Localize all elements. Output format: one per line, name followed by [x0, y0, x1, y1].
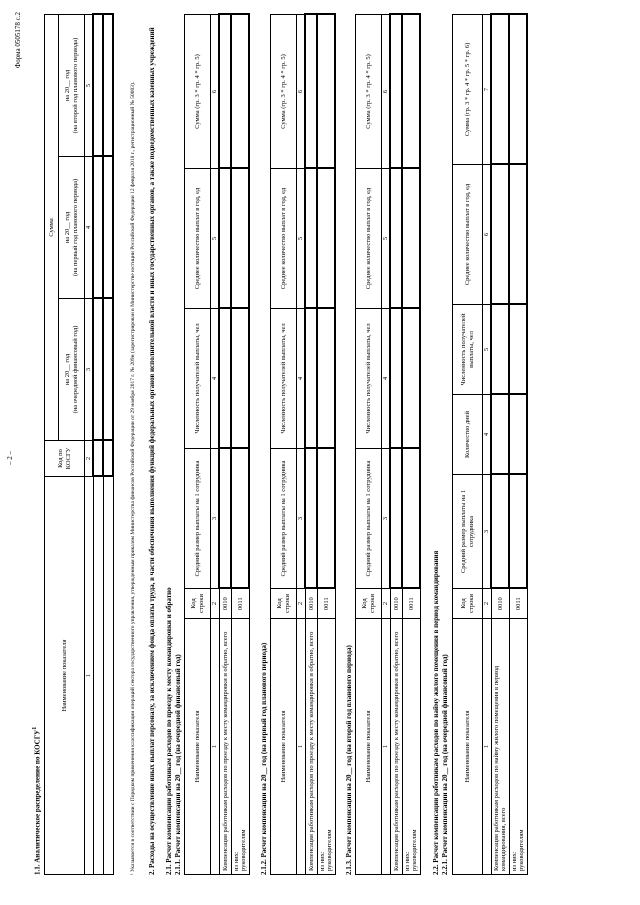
row-code: 0011	[402, 589, 420, 619]
input-cell[interactable]	[509, 475, 527, 589]
input-cell[interactable]	[93, 157, 103, 299]
empty-cell	[93, 477, 103, 875]
row-code: 0010	[219, 589, 231, 619]
input-cell[interactable]	[317, 15, 335, 169]
col-number: 3	[483, 475, 492, 589]
col-number: 1	[382, 619, 391, 875]
header-name: Наименование показателя	[271, 619, 297, 875]
header-code: Код строки	[453, 589, 483, 619]
header-avg-payments-count: Среднее количество выплат в год, ед	[356, 169, 382, 309]
header-code: Код строки	[185, 589, 211, 619]
input-cell[interactable]	[103, 15, 113, 157]
col-number: 4	[382, 309, 391, 449]
header-recipients: Численность получателей выплаты, чел	[185, 309, 211, 449]
input-cell[interactable]	[317, 169, 335, 309]
header-avg-payments-count: Среднее количество выплат в год, ед	[185, 169, 211, 309]
input-cell[interactable]	[402, 309, 420, 449]
col-number: 4	[483, 395, 492, 475]
row-label: из них: руководителям	[231, 619, 249, 875]
input-cell[interactable]	[305, 169, 317, 309]
form-label: Форма 0505178 с.2	[14, 12, 22, 69]
row-label: из них: руководителям	[402, 619, 420, 875]
input-cell[interactable]	[390, 449, 402, 589]
header-code: Код строки	[271, 589, 297, 619]
input-cell[interactable]	[231, 309, 249, 449]
input-cell[interactable]	[219, 169, 231, 309]
col-number: 4	[211, 309, 220, 449]
row-label: Компенсация работникам расходов по проезду к месту командировки и обратно, всего	[219, 619, 231, 875]
row-label: из них: руководителям	[509, 619, 527, 875]
input-cell[interactable]	[103, 157, 113, 299]
section-2-2-title: 2.2. Расчет компенсации работникам расходов по найму жилого помещения в период командирования	[432, 550, 440, 875]
header-sum: Сумма (гр. 3 * гр. 4 * гр. 5)	[356, 15, 382, 169]
col-number: 6	[211, 15, 220, 169]
header-recipients: Численность получателей выплаты, чел	[356, 309, 382, 449]
input-cell[interactable]	[305, 15, 317, 169]
col-number: 6	[382, 15, 391, 169]
input-cell[interactable]	[219, 15, 231, 169]
input-cell[interactable]	[509, 165, 527, 305]
input-cell[interactable]	[317, 309, 335, 449]
page-number: – 2 –	[6, 451, 14, 465]
input-cell[interactable]	[402, 169, 420, 309]
input-cell[interactable]	[390, 169, 402, 309]
row-code: 0011	[231, 589, 249, 619]
table-2-1-1-title: 2.1.1. Расчет компенсации на 20__ год (на очередной финансовый год)	[174, 654, 182, 875]
col-number: 2	[483, 589, 492, 619]
header-code: Код строки	[356, 589, 382, 619]
col-number: 6	[297, 15, 306, 169]
row-code: 0011	[317, 589, 335, 619]
col-number: 3	[382, 449, 391, 589]
header-year-2: на 20__ год (на второй год планового периода)	[59, 15, 85, 157]
header-year-1: на 20__ год (на первый год планового периода)	[59, 157, 85, 299]
table-2-2-1	[452, 14, 528, 876]
header-avg-payment: Средний размер выплаты на 1 сотрудника	[271, 449, 297, 589]
header-name: Наименование показателя	[185, 619, 211, 875]
header-sum: Сумма (гр. 3 * гр. 4 * гр. 5)	[271, 15, 297, 169]
row-label: Компенсация работникам расходов по найму жилого помещения в период командирования, всего	[491, 619, 509, 875]
input-cell[interactable]	[390, 309, 402, 449]
col-number: 4	[297, 309, 306, 449]
table-2-1-1	[184, 14, 250, 876]
col-number: 5	[211, 169, 220, 309]
footnote: ¹ Указывается в соответствии с Порядком применения классификации операций сектора государственного управления, утвержденным приказом Министерства финансов Российской Федерации от 29 ноября 2017 г. № 209н (зарегистрирован в Министерстве юстиции Российской Федерации 12 февраля 2018 г., регистрационный № 50003).	[130, 81, 136, 875]
header-avg-payments-count: Среднее количество выплат в год, ед	[453, 165, 483, 305]
col-number: 3	[297, 449, 306, 589]
row-label: Компенсация работникам расходов по проезду к месту командировки и обратно, всего	[390, 619, 402, 875]
col-number: 4	[85, 157, 94, 299]
header-name: Наименование показателя	[45, 477, 85, 875]
input-cell[interactable]	[390, 15, 402, 169]
table-2-1-3-title: 2.1.3. Расчет компенсации на 20__ год (на второй год планового периода)	[345, 645, 353, 875]
input-cell[interactable]	[305, 449, 317, 589]
header-sum: Сумма	[45, 15, 59, 441]
col-number: 5	[382, 169, 391, 309]
input-cell[interactable]	[509, 395, 527, 475]
input-cell[interactable]	[402, 15, 420, 169]
col-number: 1	[85, 477, 94, 875]
input-cell[interactable]	[103, 299, 113, 441]
input-cell[interactable]	[491, 165, 509, 305]
col-number: 5	[483, 305, 492, 395]
table-1-1	[44, 14, 114, 876]
input-cell[interactable]	[491, 305, 509, 395]
col-number: 7	[483, 15, 492, 165]
col-number: 2	[297, 589, 306, 619]
col-number: 6	[483, 165, 492, 305]
header-sum: Сумма (гр. 3 * гр. 4 * гр. 5)	[185, 15, 211, 169]
input-cell[interactable]	[219, 309, 231, 449]
row-code: 0010	[390, 589, 402, 619]
input-cell[interactable]	[491, 15, 509, 165]
input-cell[interactable]	[93, 299, 103, 441]
input-cell[interactable]	[93, 15, 103, 157]
input-cell[interactable]	[219, 449, 231, 589]
col-number: 2	[211, 589, 220, 619]
header-avg-payment: Средний размер выплаты на 1 сотрудника	[453, 475, 483, 589]
header-avg-payment: Средний размер выплаты на 1 сотрудника	[356, 449, 382, 589]
header-recipients: Численность получателей выплаты, чел	[271, 309, 297, 449]
col-number: 2	[85, 441, 94, 477]
table-2-1-2	[270, 14, 336, 876]
table-2-2-1-title: 2.2.1. Расчет компенсации на 20__ год (на очередной финансовый год)	[441, 654, 449, 875]
header-recipients: Численность получателей выплаты, чел	[453, 305, 483, 395]
col-number: 5	[297, 169, 306, 309]
header-year-0: на 20__ год (на очередной финансовый год)	[59, 299, 85, 441]
input-cell[interactable]	[509, 305, 527, 395]
input-cell[interactable]	[402, 449, 420, 589]
input-cell[interactable]	[317, 449, 335, 589]
input-cell[interactable]	[231, 169, 249, 309]
col-number: 5	[85, 15, 94, 157]
row-label: из них: руководителям	[317, 619, 335, 875]
row-code: 0010	[305, 589, 317, 619]
input-cell[interactable]	[509, 15, 527, 165]
table-2-1-3	[355, 14, 421, 876]
header-sum: Сумма (гр. 3 * гр. 4 * гр. 5 * гр. 6)	[453, 15, 483, 165]
col-number: 1	[211, 619, 220, 875]
header-code: Код по КОСГУ	[45, 441, 85, 477]
input-cell[interactable]	[491, 475, 509, 589]
table-2-1-2-title: 2.1.2. Расчет компенсации на 20__ год (на первый год планового периода)	[260, 642, 268, 875]
section-2-title: 2. Расходы на осуществление иных выплат персоналу, за исключением фонда оплаты труда, в части обеспечения выполнения функций федеральных органов исполнительной власти и иных государственных органов, а также подведомственных казенных учреждений	[148, 27, 156, 875]
col-number: 1	[297, 619, 306, 875]
header-name: Наименование показателя	[356, 619, 382, 875]
input-cell[interactable]	[93, 441, 103, 477]
input-cell[interactable]	[103, 441, 113, 477]
input-cell[interactable]	[491, 395, 509, 475]
col-number: 3	[85, 299, 94, 441]
header-days: Количество дней	[453, 395, 483, 475]
section-1-1-title: 1.1. Аналитическое распределение по КОСГУ$^1$	[32, 726, 42, 875]
row-code: 0011	[509, 589, 527, 619]
col-number: 3	[211, 449, 220, 589]
input-cell[interactable]	[305, 309, 317, 449]
col-number: 2	[382, 589, 391, 619]
header-avg-payments-count: Среднее количество выплат в год, ед	[271, 169, 297, 309]
input-cell[interactable]	[231, 15, 249, 169]
row-label: Компенсация работникам расходов по проезду к месту командировки и обратно, всего	[305, 619, 317, 875]
section-2-1-title: 2.1. Расчет компенсации работникам расходов по проезду к месту командировки и обратно	[165, 587, 173, 875]
header-name: Наименование показателя	[453, 619, 483, 875]
header-avg-payment: Средний размер выплаты на 1 сотрудника	[185, 449, 211, 589]
col-number: 1	[483, 619, 492, 875]
input-cell[interactable]	[231, 449, 249, 589]
empty-cell	[103, 477, 113, 875]
row-code: 0010	[491, 589, 509, 619]
